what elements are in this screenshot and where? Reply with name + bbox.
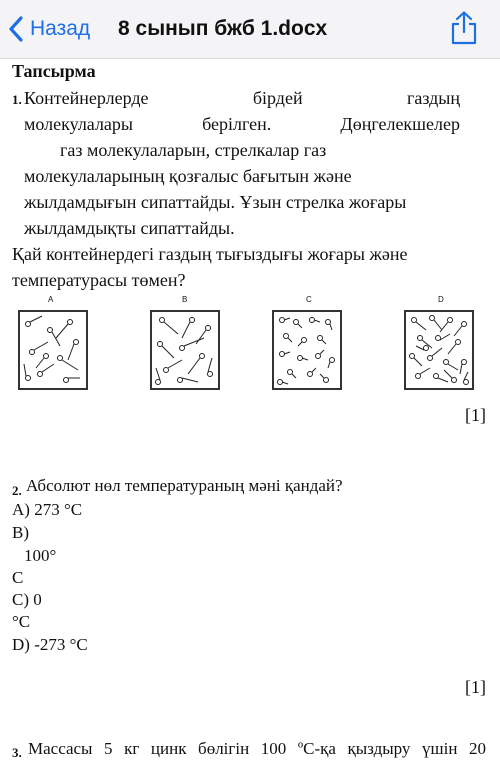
question-1-question: температурасы төмен? (12, 270, 186, 290)
document-page (0, 58, 500, 761)
share-icon (448, 10, 480, 46)
question-2-option: 100° (24, 546, 57, 565)
question-2-option: B) (12, 523, 29, 542)
container-label: A (48, 295, 54, 304)
gas-container-c (272, 310, 342, 390)
question-2-option: °C (12, 612, 31, 631)
section-heading: Тапсырма (12, 61, 96, 81)
gas-container-d (404, 310, 474, 390)
question-1-number: 1. (12, 92, 22, 107)
share-button[interactable] (448, 10, 480, 46)
question-2-text: Абсолют нөл температураның мәні қандай? (26, 476, 343, 495)
question-2-option: A) 273 °C (12, 500, 83, 519)
molecules-diagram (406, 312, 472, 388)
question-1-question: Қай контейнердегі газдың тығыздығы жоғары және (12, 244, 408, 264)
document-title: 8 сынып бжб 1.docx (118, 17, 328, 40)
question-2-option: D) -273 °C (12, 635, 88, 654)
question-1-line: газ молекулаларын, стрелкалар газ (60, 140, 327, 160)
question-3-number: 3. (12, 745, 22, 760)
question-1-line: молекулаларының қозғалыс бағытын және (24, 166, 352, 186)
chevron-left-icon (8, 15, 24, 43)
container-label: D (438, 295, 444, 304)
gas-container-b (150, 310, 220, 390)
question-1-line: жылдамдықты сипаттайды. (24, 218, 235, 238)
back-button[interactable] (8, 14, 90, 44)
back-label: Назад (30, 17, 91, 40)
question-3-text: Массасы 5 кг цинк бөлігін 100 ºС-қа қыздыру үшін 20 (28, 739, 486, 758)
question-2-number: 2. (12, 483, 22, 498)
question-2-option: C) 0 (12, 590, 42, 609)
question-1-line: молекулалары берілген. Дөңгелекшелер (24, 114, 460, 134)
question-2-option: C (12, 568, 24, 587)
question-1-mark: [1] (465, 405, 486, 425)
question-1-line: Контейнерлерде бірдей газдың (24, 88, 460, 108)
molecules-diagram (20, 312, 86, 388)
container-label: C (306, 295, 312, 304)
container-label: B (182, 295, 188, 304)
molecules-diagram (274, 312, 340, 388)
question-2-mark: [1] (465, 677, 486, 697)
navigation-bar (0, 0, 500, 59)
molecules-diagram (152, 312, 218, 388)
gas-container-a (18, 310, 88, 390)
question-1-line: жылдамдығын сипаттайды. Ұзын стрелка жоғары (24, 192, 407, 212)
